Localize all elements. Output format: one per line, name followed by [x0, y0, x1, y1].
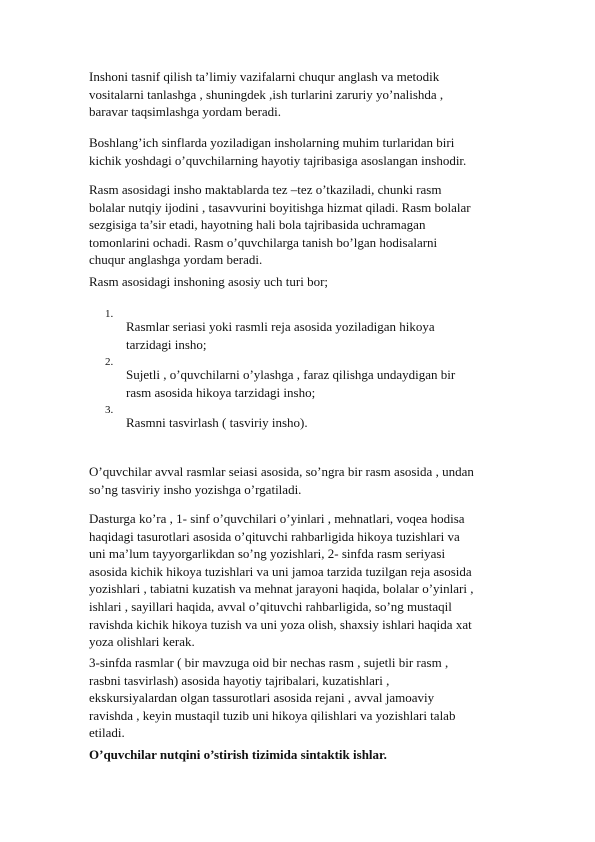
text-line: rasm asosida hikoya tarzidagi insho; — [126, 384, 316, 400]
text-line: so’ng tasviriy insho yozishga o’rgatiladi. — [89, 481, 302, 497]
text-line: haqidagi tasurotlari asosida o’qituvchi rahbarligida hikoya tuzishlari va — [89, 528, 460, 544]
list-item-text — [126, 414, 506, 432]
heading-text: O’quvchilar nutqini o’stirish tizimida sintaktik ishlar. — [89, 747, 387, 762]
text-line: Rasmni tasvirlash ( tasviriy insho). — [126, 415, 308, 430]
text-line: Dasturga ko’ra , 1- sinf o’quvchilari o’yinlari , mehnatlari, voqea hodisa — [89, 511, 465, 526]
list-number: 2. — [105, 356, 114, 368]
list-number: 3. — [105, 404, 114, 416]
list-item-text — [126, 366, 506, 401]
list-item — [89, 402, 509, 438]
text-line: Sujetli , o’quvchilarni o’ylashga , faraz qilishga undaydigan bir — [126, 367, 456, 382]
list-item — [89, 354, 509, 402]
paragraph-three-types-intro — [89, 273, 509, 291]
list-item — [89, 306, 509, 354]
text-line: kichik yoshdagi o’quvchilarning hayotiy tajribasiga asoslangan inshodir. — [89, 152, 467, 168]
text-line: yozishlari , tabiatni kuzatish va mehnat jarayoni haqida, bolalar o’yinlari , — [89, 581, 474, 597]
text-line: asosida kichik hikoya tuzishlari va uni jamoa tarzida tuzilgan reja asosida — [89, 563, 472, 579]
list-number: 1. — [105, 308, 114, 320]
text-line: chuqur anglashga yordam beradi. — [89, 252, 263, 268]
paragraph-essay-types — [89, 134, 509, 169]
list-item-text — [126, 318, 506, 353]
text-line: baravar taqsimlashga yordam beradi. — [89, 104, 282, 120]
text-line: tomonlarini ochadi. Rasm o’quvchilarga tanish bo’lgan hodisalarni — [89, 234, 438, 250]
text-line: ishlari , sayillari haqida, avval o’qituvchi rahbarligida, so’ng mustaqil — [89, 598, 452, 614]
text-line: ravishda , keyin mustaqil tuzib uni hikoya qilishlari va yozishlari talab — [89, 707, 456, 723]
text-line: sezgisiga ta’sir etadi, hayotning hali bola tajribasida uchramagan — [89, 217, 426, 233]
text-line: Rasm asosidagi inshoning asosiy uch turi bor; — [89, 274, 329, 289]
text-line: tarzidagi insho; — [126, 336, 207, 352]
text-line: Rasm asosidagi insho maktablarda tez –tez o’tkaziladi, chunki rasm — [89, 182, 442, 197]
essay-types-list — [89, 306, 509, 438]
text-line: uni ma’lum tayyorgarlikdan so’ng yozishlari, 2- sinfda rasm seriyasi — [89, 546, 446, 562]
text-line: Rasmlar seriasi yoki rasmli reja asosida yoziladigan hikoya — [126, 319, 435, 334]
paragraph-picture-essay — [89, 181, 509, 269]
text-line: 3-sinfda rasmlar ( bir mavzuga oid bir nechas rasm , sujetli bir rasm , — [89, 655, 449, 670]
text-line: etiladi. — [89, 725, 125, 741]
text-line: Boshlang’ich sinflarda yoziladigan insholarning muhim turlaridan biri — [89, 135, 455, 150]
text-line: ekskursiyalardan olgan tassurotlari asosida rejani , avval jamoaviy — [89, 690, 435, 706]
text-line: ravishda kichik hikoya tuzish va uni yoza olish, shaxsiy ishlari haqida xat — [89, 616, 472, 632]
paragraph-curriculum — [89, 510, 509, 651]
paragraph-third-grade — [89, 654, 509, 742]
text-line: bolalar nutqiy ijodini , tasavvurini boyitishga hizmat qiladi. Rasm bolalar — [89, 199, 471, 215]
text-line: vositalarni tanlashga , shuningdek ,ish turlarini zaruriy yo’nalishda , — [89, 86, 444, 102]
text-line: Inshoni tasnif qilish ta’limiy vazifalarni chuqur anglash va metodik — [89, 69, 440, 84]
paragraph-classification — [89, 68, 509, 121]
section-heading — [89, 746, 509, 764]
text-line: yoza olishlari kerak. — [89, 634, 195, 650]
text-line: O’quvchilar avval rasmlar seiasi asosida, so’ngra bir rasm asosida , undan — [89, 464, 474, 479]
paragraph-teaching-order — [89, 463, 509, 498]
text-line: rasbni tasvirlash) asosida hayotiy tajribalari, kuzatishlari , — [89, 672, 390, 688]
